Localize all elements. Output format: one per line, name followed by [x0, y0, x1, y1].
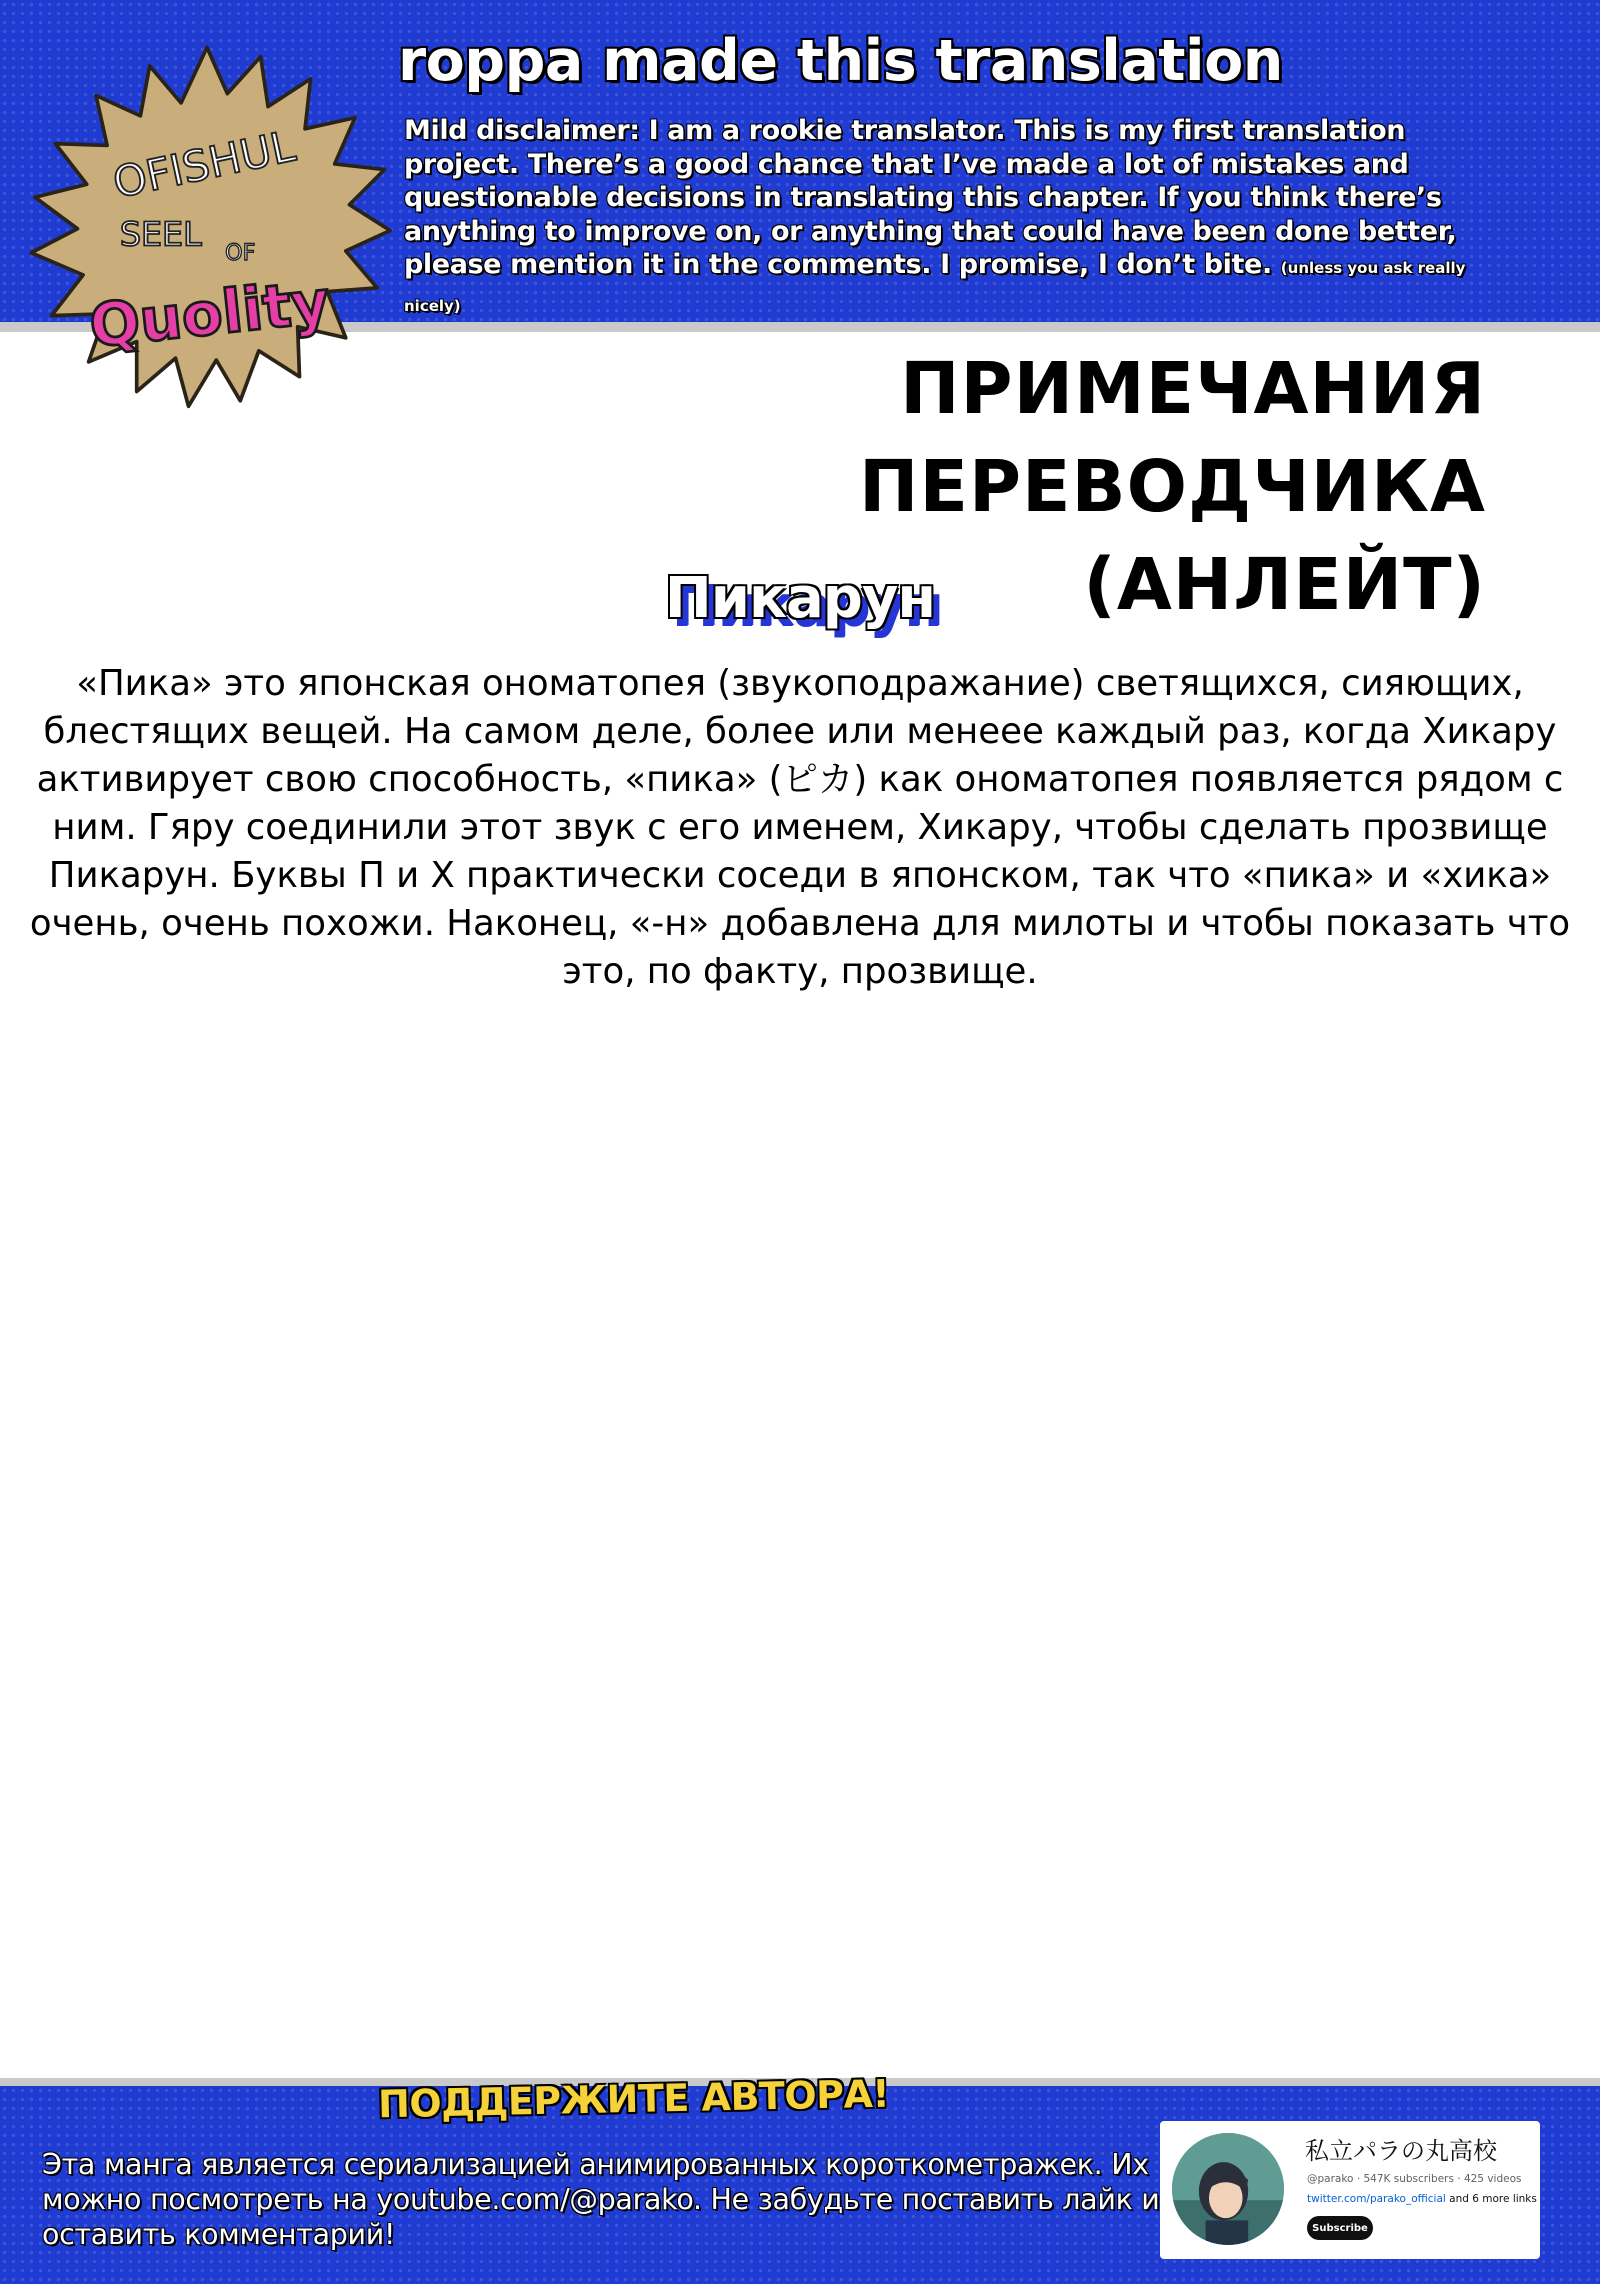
- term-heading: Пикарун: [664, 566, 936, 631]
- channel-links: [1307, 2193, 1537, 2205]
- avatar-illustration: [1172, 2133, 1284, 2245]
- disclaimer-aside: (unless you ask really nicely): [404, 259, 1466, 315]
- notes-title-line-1: ПРИМЕЧАНИЯ ПЕРЕВОДЧИКА: [859, 347, 1486, 528]
- channel-name: 私立パラの丸高校: [1305, 2137, 1497, 2165]
- support-author-text: Эта манга является сериализацией анимированных короткометражек. Их можно посмотреть на youtube.com/@parako. Не забудьте поставить лайк и оставить комментарий!: [42, 2148, 1160, 2251]
- quality-seal-badge: [22, 40, 392, 410]
- seal-line-3: OF: [225, 240, 256, 267]
- seal-line-1: OFISHUL: [108, 122, 300, 209]
- translator-disclaimer: [404, 114, 1504, 323]
- seal-graphic: [22, 40, 392, 410]
- channel-link[interactable]: twitter.com/parako_official: [1307, 2193, 1446, 2205]
- seal-line-4: Quolity: [86, 266, 333, 361]
- translator-credit: roppa made this translation: [398, 28, 1283, 94]
- channel-more-links[interactable]: and 6 more links: [1449, 2193, 1537, 2205]
- channel-stats: @parako · 547K subscribers · 425 videos: [1307, 2173, 1522, 2185]
- seal-line-2: SEEL: [119, 214, 202, 254]
- disclaimer-text: Mild disclaimer: I am a rookie translator. This is my first translation project. There’s a good chance that I’ve made a lot of mistakes and questionable decisions in translating this chapter. If you think there’s anything to improve on, or anything that could have been done better, please mention it in the comments. I promise, I don’t bite.: [404, 115, 1457, 280]
- youtube-channel-card[interactable]: [1160, 2121, 1540, 2259]
- support-author-heading: ПОДДЕРЖИТЕ АВТОРА!: [377, 2071, 890, 2127]
- channel-avatar: [1172, 2133, 1284, 2245]
- seal-starburst: [31, 47, 390, 406]
- subscribe-button[interactable]: Subscribe: [1307, 2216, 1373, 2240]
- term-explanation: «Пика» это японская ономатопея (звукоподражание) светящихся, сияющих, блестящих вещей. На самом деле, более или менеее каждый раз, когда Хикару активирует свою способность, «пика» (ピカ) как ономатопея появляется рядом с ним. Гяру соединили этот звук с его именем, Хикару, чтобы сделать прозвище Пикарун. Буквы П и Х практически соседи в японском, так что «пика» и «хика» очень, очень похожи. Наконец, «-н» добавлена для милоты и чтобы показать что это, по факту, прозвище.: [29, 663, 1571, 992]
- notes-title-line-2: (АНЛЕЙТ): [1083, 543, 1486, 626]
